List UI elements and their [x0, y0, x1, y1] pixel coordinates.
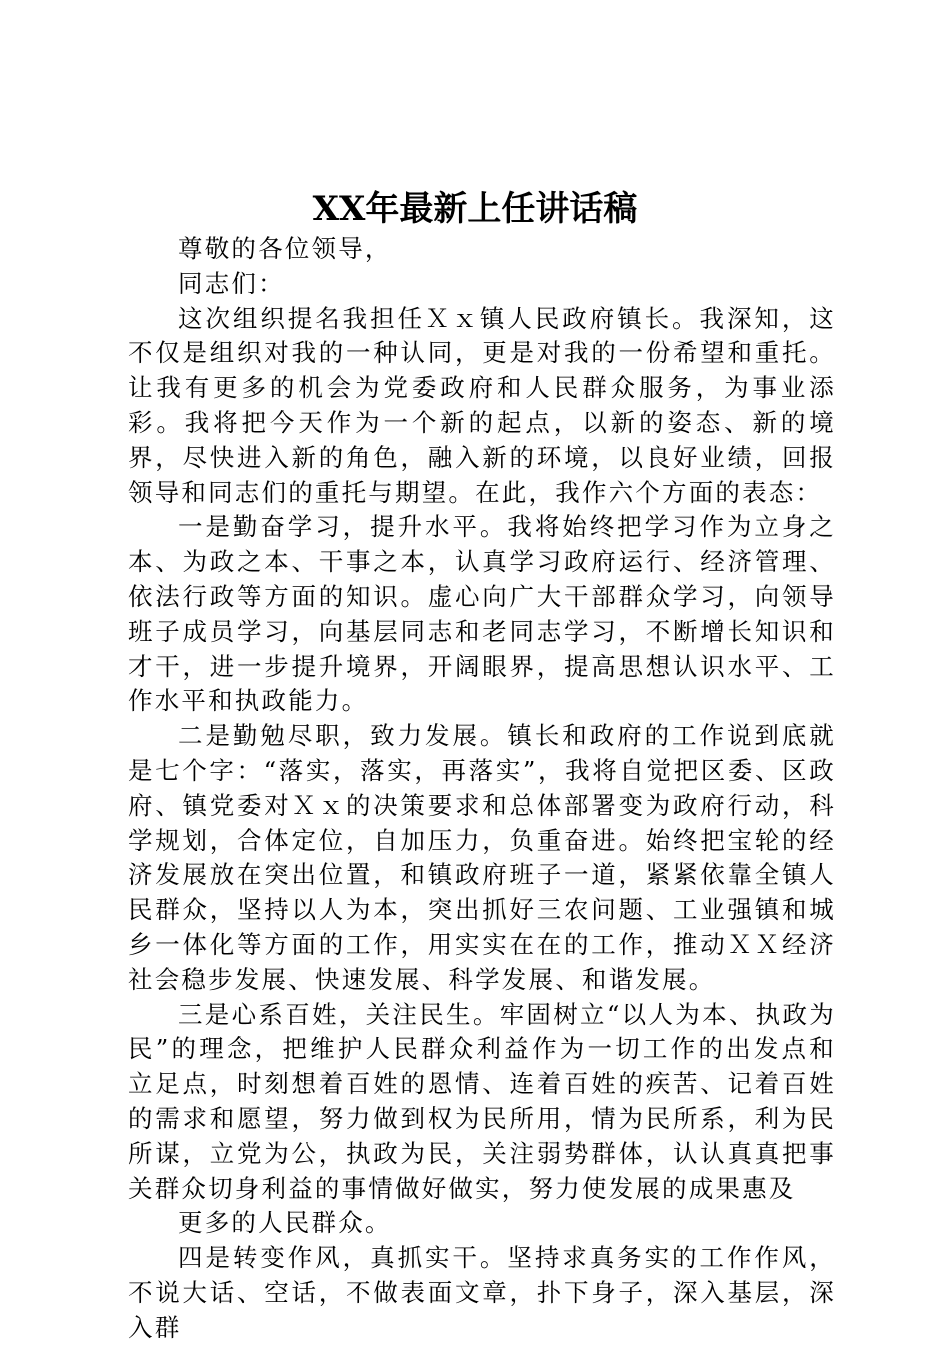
paragraph-point-three: 三是心系百姓，关注民生。牢固树立“以人为本、执政为民”的理念，把维护人民群众利益作为一切工作的出发点和立足点，时刻想着百姓的恩情、连着百姓的疾苦、记着百姓的需求和愿望，努力做到权为民所用，情为民所系，利为民所谋，立党为公，执政为民，关注弱势群体，认认真真把事关群众切身利益的事情做好做实，努力使发展的成果惠及 [128, 999, 836, 1203]
document-title: XX年最新上任讲话稿 [312, 189, 638, 229]
paragraph-point-three-continued: 更多的人民群众。 [178, 1208, 392, 1238]
salutation-comrades: 同志们： [178, 268, 285, 298]
paragraph-point-one: 一是勤奋学习，提升水平。我将始终把学习作为立身之本、为政之本、干事之本，认真学习政府运行、经济管理、依法行政等方面的知识。虚心向广大干部群众学习，向领导班子成员学习，向基层同志和老同志学习，不断增长知识和才干，进一步提升境界，开阔眼界，提高思想认识水平、工作水平和执政能力。 [128, 512, 836, 716]
paragraph-intro: 这次组织提名我担任Ｘｘ镇人民政府镇长。我深知，这不仅是组织对我的一种认同，更是对我的一份希望和重托。让我有更多的机会为党委政府和人民群众服务，为事业添彩。我将把今天作为一个新的起点，以新的姿态、新的境界，尽快进入新的角色，融入新的环境，以良好业绩，回报领导和同志们的重托与期望。在此，我作六个方面的表态： [128, 303, 836, 507]
paragraph-point-two: 二是勤勉尽职，致力发展。镇长和政府的工作说到底就是七个字：“落实，落实，再落实”，我将自觉把区委、区政府、镇党委对Ｘｘ的决策要求和总体部署变为政府行动，科学规划，合体定位，自加压力，负重奋进。始终把宝轮的经济发展放在突出位置，和镇政府班子一道，紧紧依靠全镇人民群众，坚持以人为本，突出抓好三农问题、工业强镇和城乡一体化等方面的工作，用实实在在的工作，推动ＸＸ经济社会稳步发展、快速发展、科学发展、和谐发展。 [128, 721, 836, 994]
salutation-leaders: 尊敬的各位领导， [178, 234, 392, 263]
paragraph-point-four: 四是转变作风，真抓实干。坚持求真务实的工作作风，不说大话、空话，不做表面文章，扑下身子，深入基层，深入群 [128, 1243, 836, 1342]
document-body [128, 232, 836, 1346]
